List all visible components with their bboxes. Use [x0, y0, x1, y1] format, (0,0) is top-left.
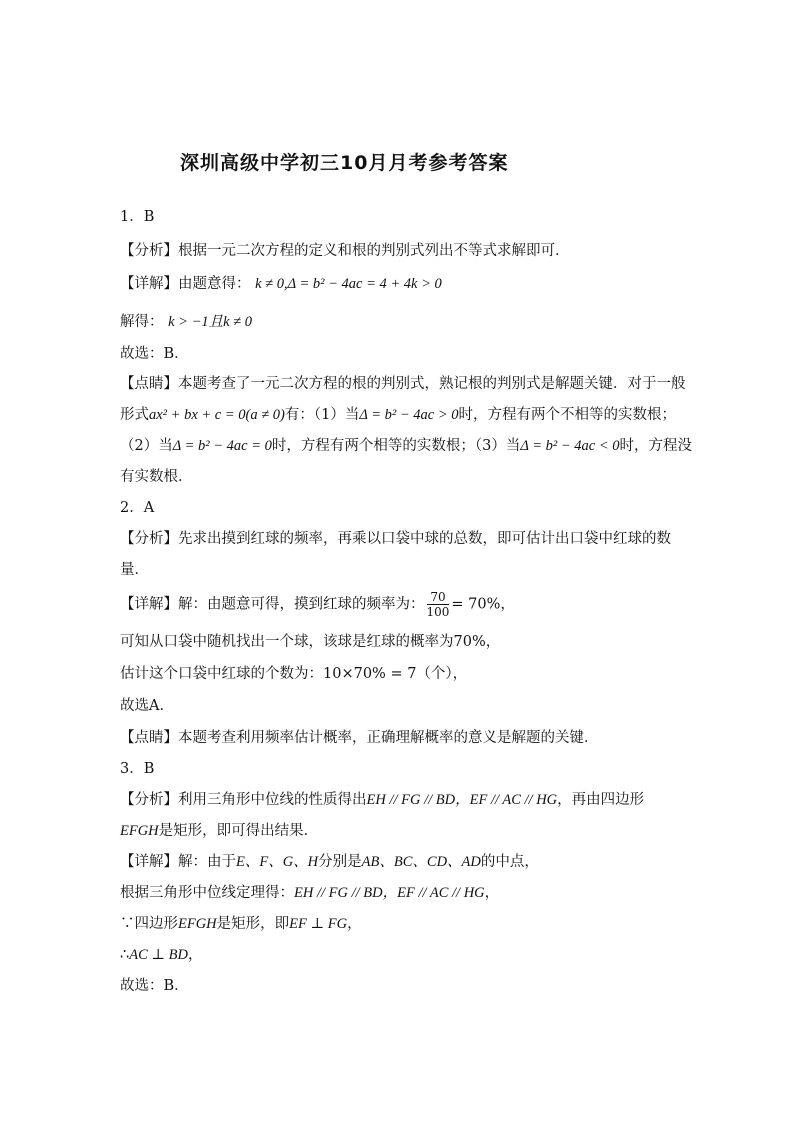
q1-comment-1: 【点睛】本题考查了一元二次方程的根的判别式，熟记根的判别式是解题关键．对于一般 [120, 376, 686, 392]
q3-d-m2: AB、BC、CD、AD [361, 854, 481, 870]
q2-frac-den: 100 [426, 605, 450, 619]
q1-c3-m2: Δ = b² − 4ac < 0 [520, 438, 620, 454]
q3-line-4 [120, 946, 202, 964]
q3-line-2 [120, 884, 499, 902]
q1-c2-c: 时，方程有两个不相等的实数根； [458, 407, 676, 423]
q3-l3-b: 是矩形，即 [216, 916, 290, 932]
q3-d-b: 分别是 [318, 854, 362, 870]
q1-detail [120, 275, 442, 293]
q2-line-3 [120, 665, 467, 683]
q3-detail [120, 853, 539, 871]
q2-line-2: 可知从口袋中随机找出一个球，该球是红球的概率为70%， [120, 634, 501, 650]
q3-l3-a: ∵四边形 [120, 916, 178, 932]
q2-comment: 【点睛】本题考查利用频率估计概率，正确理解概率的意义是解题的关键． [120, 730, 599, 746]
q1-detail-math: k ≠ 0,Δ = b² − 4ac = 4 + 4k > 0 [255, 276, 442, 292]
q2-frac-num: 70 [427, 590, 450, 605]
q2-frac-rest: = 70%， [451, 596, 515, 613]
q1-detail-label: 【详解】由题意得： [120, 276, 251, 292]
q2-number: 2．A [120, 500, 155, 516]
q1-c2-b: 有：（1）当 [284, 407, 360, 423]
q3-a1-a: 【分析】利用三角形中位线的性质得出 [120, 792, 367, 808]
q3-l2-m: EH // FG // BD，EF // AC // HG [294, 885, 485, 901]
q3-l3-m1: EFGH [178, 916, 217, 932]
q3-analysis-2 [120, 822, 318, 840]
q3-a1-b: ，再由四边形 [557, 792, 645, 808]
q1-c2-a: 形式 [120, 407, 149, 423]
q3-l4-m: AC ⊥ BD [129, 947, 188, 963]
q3-a2-b: 是矩形，即可得出结果． [158, 823, 319, 839]
q3-line-3 [120, 915, 362, 933]
q1-choose: 故选：B． [120, 346, 189, 362]
q1-solve-label: 解得： [120, 314, 164, 330]
q2-l3-b: （个）， [416, 666, 468, 682]
page-title: 深圳高级中学初三10月月考参考答案 [180, 152, 509, 174]
q1-solve-math: k > −1且k ≠ 0 [168, 314, 253, 330]
q3-number: 3．B [120, 761, 155, 777]
q3-l3-m2: EF ⊥ FG [289, 916, 348, 932]
q1-comment-2 [120, 406, 676, 424]
q2-detail-label: 【详解】解：由题意可得，摸到红球的频率为： [120, 596, 425, 613]
q1-comment-3 [120, 437, 692, 455]
q1-c3-b: 时，方程有两个相等的实数根；（3）当 [271, 438, 521, 454]
q1-c3-m1: Δ = b² − 4ac = 0 [172, 438, 272, 454]
q3-l2-b: ， [484, 885, 500, 901]
q3-analysis-1 [120, 791, 644, 809]
q2-analysis-1: 【分析】先求出摸到红球的频率，再乘以口袋中球的总数，即可估计出口袋中红球的数 [120, 531, 671, 547]
q2-fraction [427, 590, 450, 619]
q3-choose: 故选：B． [120, 978, 189, 994]
q3-l4-b: ， [187, 947, 203, 963]
q3-a1-m: EH // FG // BD，EF // AC // HG [366, 792, 558, 808]
q1-c3-c: 时，方程没 [619, 438, 692, 454]
q2-l3-a: 估计这个口袋中红球的个数为： [120, 666, 323, 682]
q2-choose: 故选A． [120, 698, 174, 714]
q1-number: 1．B [120, 209, 155, 225]
q3-l4-a: ∴ [120, 947, 130, 963]
q3-a2-m: EFGH [120, 823, 159, 839]
q3-d-m1: E、F、G、H [236, 854, 319, 870]
q2-detail [120, 590, 515, 619]
q3-l2-a: 根据三角形中位线定理得： [120, 885, 294, 901]
q2-analysis-2: 量． [120, 562, 149, 578]
q3-l3-c: ， [347, 916, 362, 932]
q1-solve [120, 313, 252, 331]
q2-l3-m: 10×70% = 7 [323, 666, 417, 682]
q1-c3-a: （2）当 [120, 438, 173, 454]
q1-analysis: 【分析】根据一元二次方程的定义和根的判别式列出不等式求解即可． [120, 243, 570, 259]
q1-comment-4: 有实数根． [120, 469, 193, 485]
q1-c2-m2: Δ = b² − 4ac > 0 [359, 407, 459, 423]
q1-c2-m1: ax² + bx + c = 0(a ≠ 0) [149, 407, 285, 423]
q3-d-c: 的中点， [480, 854, 539, 870]
q3-d-a: 【详解】解：由于 [120, 854, 236, 870]
